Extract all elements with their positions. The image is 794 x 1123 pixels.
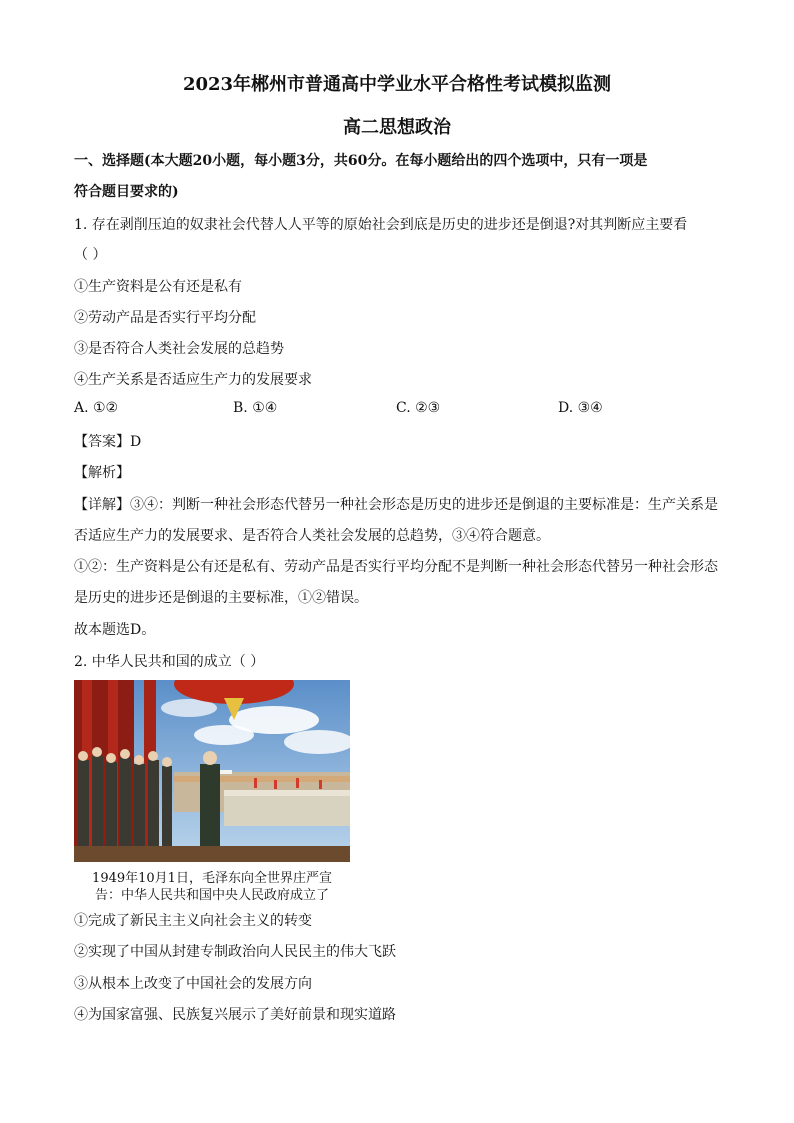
q2-item-2: ②实现了中国从封建专制政治向人民民主的伟大飞跃 [74,944,396,960]
q1-stem-line1: 1. 存在剥削压迫的奴隶社会代替人人平等的原始社会到底是历史的进步还是倒退?对其判断应主要看 [74,217,688,233]
section-heading-line2: 符合题目要求的) [74,184,179,200]
q1-option-d: D. ③④ [558,400,603,416]
q1-analysis-label: 【解析】 [74,465,130,481]
q1-item-1: ①生产资料是公有还是私有 [74,279,242,295]
q1-answer: 【答案】D [74,434,142,450]
q1-detail-line1: 【详解】③④：判断一种社会形态代替另一种社会形态是历史的进步还是倒退的主要标准是：生产关系是 [74,497,718,513]
q1-item-3: ③是否符合人类社会发展的总趋势 [74,341,284,357]
exam-title: 2023年郴州市普通高中学业水平合格性考试模拟监测 [182,74,612,95]
q1-option-c: C. ②③ [396,400,441,416]
q1-detail-line2: 否适应生产力的发展要求、是否符合人类社会发展的总趋势，③④符合题意。 [74,528,550,544]
painting-caption-line1: 1949年10月1日，毛泽东向全世界庄严宣 [92,871,332,886]
section-heading-line1: 一、选择题(本大题20小题，每小题3分，共60分。在每小题给出的四个选项中，只有一项是 [74,153,648,169]
painting-illustration [74,680,350,862]
founding-ceremony-painting [74,680,350,862]
q2-item-3: ③从根本上改变了中国社会的发展方向 [74,976,312,992]
q1-option-a: A. ①② [74,400,119,416]
exam-subject: 高二思想政治 [343,117,451,138]
q2-item-4: ④为国家富强、民族复兴展示了美好前景和现实道路 [74,1007,396,1023]
q2-item-1: ①完成了新民主主义向社会主义的转变 [74,913,312,929]
q1-option-b: B. ①④ [233,400,278,416]
q1-conclusion: 故本题选D。 [74,622,156,638]
q1-detail-line3: ①②：生产资料是公有还是私有、劳动产品是否实行平均分配不是判断一种社会形态代替另一种社会形态 [74,559,718,575]
q1-item-4: ④生产关系是否适应生产力的发展要求 [74,372,312,388]
q1-detail-line4: 是历史的进步还是倒退的主要标准，①②错误。 [74,590,368,606]
q1-stem-line2: （ ） [74,247,107,263]
painting-caption-line2: 告：中华人民共和国中央人民政府成立了 [94,888,329,903]
q1-item-2: ②劳动产品是否实行平均分配 [74,310,256,326]
q2-stem: 2. 中华人民共和国的成立（ ） [74,654,265,670]
